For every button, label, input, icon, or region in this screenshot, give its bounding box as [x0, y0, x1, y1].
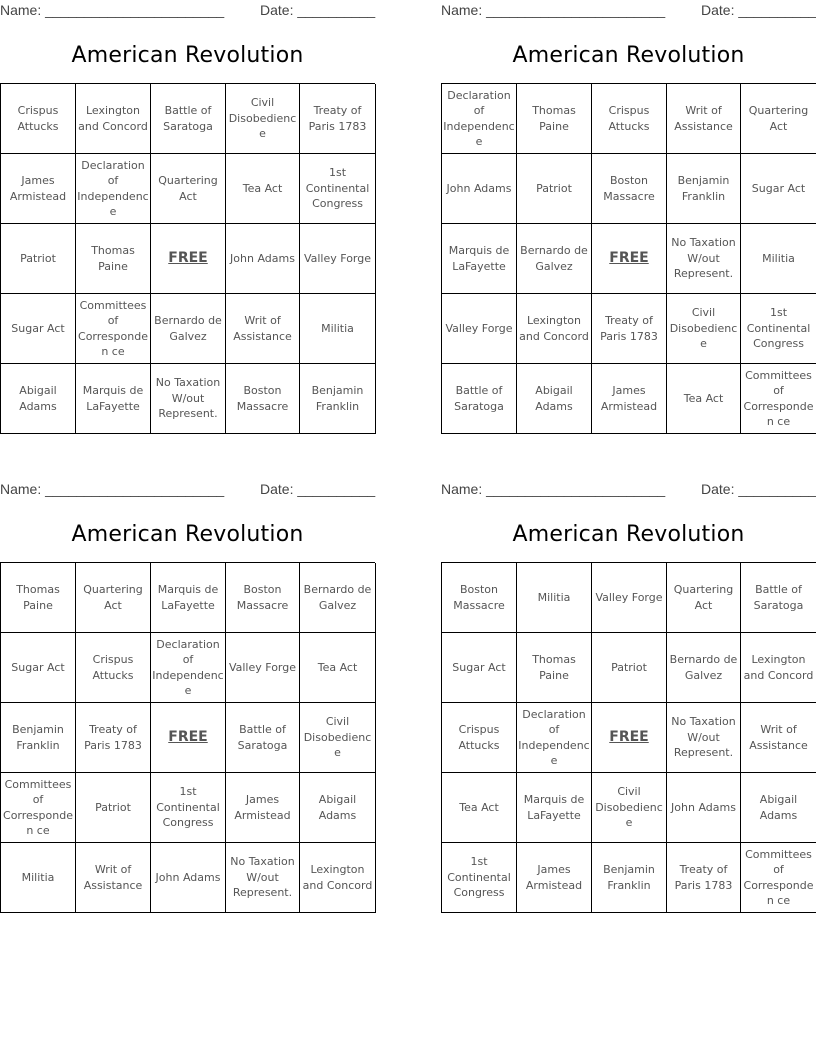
bingo-card-3 [0, 479, 375, 913]
name-field-label: Name: _______________________ [0, 481, 225, 497]
bingo-cell: Valley Forge [592, 563, 667, 633]
bingo-cell: No Taxation W/out Represent. [667, 703, 741, 773]
bingo-card-1 [0, 0, 375, 434]
bingo-cell: Valley Forge [442, 294, 517, 364]
bingo-cell: Crispus Attucks [1, 84, 76, 154]
bingo-cell: Quartering Act [667, 563, 741, 633]
bingo-cell: Writ of Assistance [667, 84, 741, 154]
date-field-label: Date: __________ [260, 2, 376, 18]
bingo-cell: Marquis de LaFayette [517, 773, 592, 843]
free-space-cell: FREE [151, 703, 226, 773]
bingo-cell: Lexington and Concord [300, 843, 376, 913]
bingo-cell: Writ of Assistance [76, 843, 151, 913]
bingo-card-4 [441, 479, 816, 913]
bingo-cell: Benjamin Franklin [667, 154, 741, 224]
bingo-cell: Tea Act [442, 773, 517, 843]
bingo-cell: Crispus Attucks [442, 703, 517, 773]
bingo-cell: Benjamin Franklin [300, 364, 376, 434]
bingo-cell: James Armistead [592, 364, 667, 434]
bingo-grid [0, 83, 375, 434]
bingo-cell: No Taxation W/out Represent. [151, 364, 226, 434]
bingo-cell: Abigail Adams [517, 364, 592, 434]
bingo-cell: Battle of Saratoga [741, 563, 816, 633]
bingo-cell: Declaration of Independence [76, 154, 151, 224]
bingo-cell: Treaty of Paris 1783 [592, 294, 667, 364]
bingo-cell: Lexington and Concord [517, 294, 592, 364]
bingo-cell: James Armistead [1, 154, 76, 224]
card-header [0, 479, 375, 501]
bingo-cell: Patriot [592, 633, 667, 703]
bingo-cell: Militia [517, 563, 592, 633]
bingo-cell: John Adams [442, 154, 517, 224]
card-header [441, 479, 816, 501]
bingo-cell: Marquis de LaFayette [151, 563, 226, 633]
bingo-cell: Bernardo de Galvez [151, 294, 226, 364]
bingo-cell: Militia [300, 294, 376, 364]
bingo-cell: Quartering Act [151, 154, 226, 224]
bingo-cell: Committees of Corresponden ce [741, 843, 816, 913]
bingo-cell: Committees of Corresponden ce [1, 773, 76, 843]
bingo-cell: Tea Act [300, 633, 376, 703]
bingo-grid [441, 83, 816, 434]
bingo-grid [441, 562, 816, 913]
bingo-cell: Boston Massacre [226, 563, 300, 633]
bingo-cell: Declaration of Independence [517, 703, 592, 773]
bingo-cell: James Armistead [226, 773, 300, 843]
bingo-cell: Thomas Paine [76, 224, 151, 294]
card-title: American Revolution [512, 43, 745, 68]
date-field-label: Date: __________ [701, 2, 816, 18]
bingo-cell: Thomas Paine [517, 633, 592, 703]
bingo-cell: Declaration of Independence [151, 633, 226, 703]
bingo-cell: Benjamin Franklin [592, 843, 667, 913]
free-space-cell: FREE [592, 703, 667, 773]
bingo-cell: Valley Forge [226, 633, 300, 703]
bingo-cell: Sugar Act [741, 154, 816, 224]
bingo-cell: 1st Continental Congress [741, 294, 816, 364]
bingo-cell: Declaration of Independence [442, 84, 517, 154]
bingo-cell: Quartering Act [76, 563, 151, 633]
bingo-cell: Battle of Saratoga [226, 703, 300, 773]
bingo-cell: Civil Disobedience [667, 294, 741, 364]
bingo-cell: Battle of Saratoga [151, 84, 226, 154]
bingo-cell: Civil Disobedience [300, 703, 376, 773]
bingo-cell: Tea Act [226, 154, 300, 224]
bingo-cell: Thomas Paine [517, 84, 592, 154]
bingo-card-2 [441, 0, 816, 434]
bingo-cell: Militia [1, 843, 76, 913]
bingo-cell: John Adams [151, 843, 226, 913]
bingo-cell: Patriot [1, 224, 76, 294]
bingo-cell: Boston Massacre [226, 364, 300, 434]
name-field-label: Name: _______________________ [441, 2, 666, 18]
bingo-cell: Writ of Assistance [741, 703, 816, 773]
bingo-cell: Tea Act [667, 364, 741, 434]
bingo-grid [0, 562, 375, 913]
bingo-cell: Civil Disobedience [226, 84, 300, 154]
bingo-cell: 1st Continental Congress [300, 154, 376, 224]
bingo-cell: Crispus Attucks [76, 633, 151, 703]
free-space-cell: FREE [151, 224, 226, 294]
bingo-cell: No Taxation W/out Represent. [667, 224, 741, 294]
bingo-cell: Patriot [76, 773, 151, 843]
bingo-cell: No Taxation W/out Represent. [226, 843, 300, 913]
bingo-cell: Bernardo de Galvez [300, 563, 376, 633]
bingo-cell: Quartering Act [741, 84, 816, 154]
bingo-cell: Sugar Act [1, 633, 76, 703]
bingo-cell: 1st Continental Congress [151, 773, 226, 843]
card-header [0, 0, 375, 22]
bingo-cell: Marquis de LaFayette [442, 224, 517, 294]
bingo-cell: Battle of Saratoga [442, 364, 517, 434]
bingo-cell: Sugar Act [442, 633, 517, 703]
date-field-label: Date: __________ [260, 481, 376, 497]
bingo-cell: Committees of Corresponden ce [76, 294, 151, 364]
date-field-label: Date: __________ [701, 481, 816, 497]
bingo-cell: Abigail Adams [1, 364, 76, 434]
bingo-cell: Marquis de LaFayette [76, 364, 151, 434]
bingo-cell: Boston Massacre [442, 563, 517, 633]
card-header [441, 0, 816, 22]
bingo-cell: Benjamin Franklin [1, 703, 76, 773]
bingo-cell: Militia [741, 224, 816, 294]
bingo-cell: Civil Disobedience [592, 773, 667, 843]
bingo-cell: Bernardo de Galvez [667, 633, 741, 703]
bingo-cell: Committees of Corresponden ce [741, 364, 816, 434]
bingo-cell: Thomas Paine [1, 563, 76, 633]
bingo-cell: Boston Massacre [592, 154, 667, 224]
free-space-cell: FREE [592, 224, 667, 294]
bingo-cell: Lexington and Concord [741, 633, 816, 703]
card-title: American Revolution [71, 43, 304, 68]
card-title: American Revolution [512, 522, 745, 547]
bingo-cell: Abigail Adams [741, 773, 816, 843]
bingo-cell: Treaty of Paris 1783 [667, 843, 741, 913]
card-title: American Revolution [71, 522, 304, 547]
bingo-cell: Patriot [517, 154, 592, 224]
bingo-cell: James Armistead [517, 843, 592, 913]
bingo-cell: Lexington and Concord [76, 84, 151, 154]
bingo-cell: Treaty of Paris 1783 [76, 703, 151, 773]
bingo-cell: Sugar Act [1, 294, 76, 364]
bingo-cell: Bernardo de Galvez [517, 224, 592, 294]
bingo-cell: Abigail Adams [300, 773, 376, 843]
bingo-cell: Crispus Attucks [592, 84, 667, 154]
bingo-cell: Valley Forge [300, 224, 376, 294]
bingo-cell: Writ of Assistance [226, 294, 300, 364]
bingo-cell: Treaty of Paris 1783 [300, 84, 376, 154]
name-field-label: Name: _______________________ [0, 2, 225, 18]
bingo-cell: 1st Continental Congress [442, 843, 517, 913]
name-field-label: Name: _______________________ [441, 481, 666, 497]
bingo-cell: John Adams [226, 224, 300, 294]
bingo-cell: John Adams [667, 773, 741, 843]
